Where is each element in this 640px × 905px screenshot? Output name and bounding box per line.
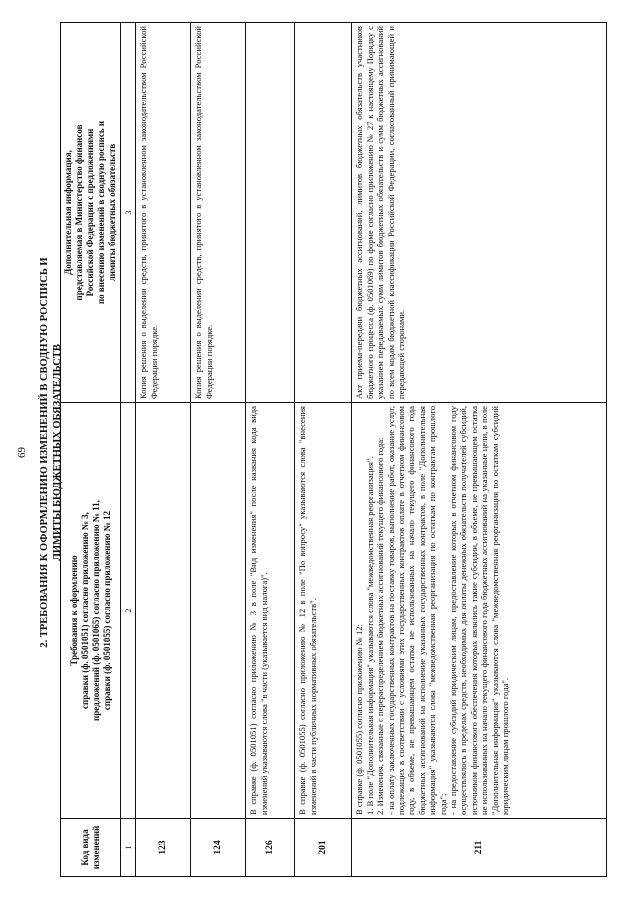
requirement-paragraph: - на предоставление субсидий юридическим лицам, предоставление которых в отчетном финансовом году осуществлялось в пределах средств, необходимых для оплаты денежных обязательств получателей субсидий, источником финансового обеспечения которых являлись такие субсидии, в объеме, не превышающем остатка не использованных на начало текущего финансового года бюджетных ассигнований на указанные цели, в поле "Дополнительная информация" указываются слова "межведомственная реорганизация по остаткам субсидий юридическим лицам прошлого года". [448,406,511,815]
row-additional-info [246,23,295,403]
table-row [246,23,295,877]
row-additional-info [295,23,352,403]
section-title-line-1: 2. ТРЕБОВАНИЯ К ОФОРМЛЕНИЮ ИЗМЕНЕНИЙ В СВОДНУЮ РОСПИСЬ И [39,257,50,648]
row-code: 123 [136,819,191,877]
header-requirements-line: справки (ф. 0501055) согласно приложению № 12 [101,510,112,711]
row-requirements [191,403,246,819]
table-row [352,23,607,877]
row-additional-info: Копия решения о выделении средств, принятого в установленном законодательством Российской Федерации порядке. [191,23,246,403]
header-requirements [61,403,121,819]
table-row [136,23,191,877]
row-code: 126 [246,819,295,877]
column-number: 3 [121,23,136,403]
section-title-line-2: ЛИМИТЫ БЮДЖЕТНЫХ ОБЯЗАТЕЛЬСТВ [52,344,63,561]
header-additional-line: по внесению изменений в сводную роспись и [96,120,106,305]
header-requirements-line: справки (ф. 0501051) согласно приложению № 3, [79,512,90,709]
row-additional-info: Акт приема-передачи бюджетных ассигнований, лимитов бюджетных обязательств участников бюджетного процесса (ф. 0501069) по форме согласно приложению № 27 к настоящему Порядку с указанием передаваемых сумм лимитов бюджетных обязательств и сумм бюджетных ассигнований по всем кодам бюджетной классификации Российской Федерации, согласованный принимающей и передающей сторонами. [352,23,607,403]
row-requirements: В справке (ф. 0501051) согласно приложению № 3 в поле "Вид изменения" после названия кода вида изменений указываются слова "в части (указывается вид налога)". [246,403,295,819]
requirement-paragraph: 1. В поле "Дополнительная информация" указываются слова "межведомственная реорганизация". [364,456,375,815]
table-row [191,23,246,877]
header-additional-info [61,23,121,403]
requirements-table [60,22,607,877]
page-number: 69 [16,447,28,458]
column-number-row [121,23,136,877]
header-code: Код вида изменений [61,819,121,877]
row-requirements: В справке (ф. 0501055) согласно приложению № 12 в поле "По вопросу" указываются слова "внесения изменений в части публичных нормативных обязательств". [295,403,352,819]
requirement-paragraph: В справке (ф. 0501055) согласно приложению № 12: [354,624,365,815]
row-additional-info: Копия решения о выделении средств, принятого в установленном законодательством Российской Федерации порядке. [136,23,191,403]
table-header-row [61,23,121,877]
column-number: 2 [121,403,136,819]
requirement-paragraph: 2. Изменения, связанные с перераспределением бюджетных ассигнований текущего финансового года: [375,437,386,815]
header-requirements-line: предложений (ф. 0501065) согласно приложению № 11, [90,500,101,721]
header-additional-line: лимиты бюджетных обязательств [107,143,117,282]
header-requirements-line: Требования к оформлению [68,555,79,666]
requirement-paragraph: - на оплату заключенных государственных контрактов на поставку товаров, выполнение работ, оказание услуг, подлежащих в соответствии с условиями этих государственных контрактов оплате в отчетном финансовом году, в объеме, не превышающем остатка не использованных на начало текущего финансового года бюджетных ассигнований на исполнение указанных государственных контрактов, в поле "Дополнительная информация" указываются слова "межведомственная реорганизация по остаткам по контрактам прошлого года"; [385,406,448,815]
header-additional-line: Дополнительная информация, [63,150,73,275]
row-code: 124 [191,819,246,877]
row-requirements [352,403,607,819]
header-additional-line: Российской Федерации с предложениями [85,128,95,297]
row-code: 201 [295,819,352,877]
table-row [295,23,352,877]
column-number: 1 [121,819,136,877]
row-code: 211 [352,819,607,877]
row-requirements [136,403,191,819]
header-additional-line: представляемая в Министерство финансов [74,124,84,301]
